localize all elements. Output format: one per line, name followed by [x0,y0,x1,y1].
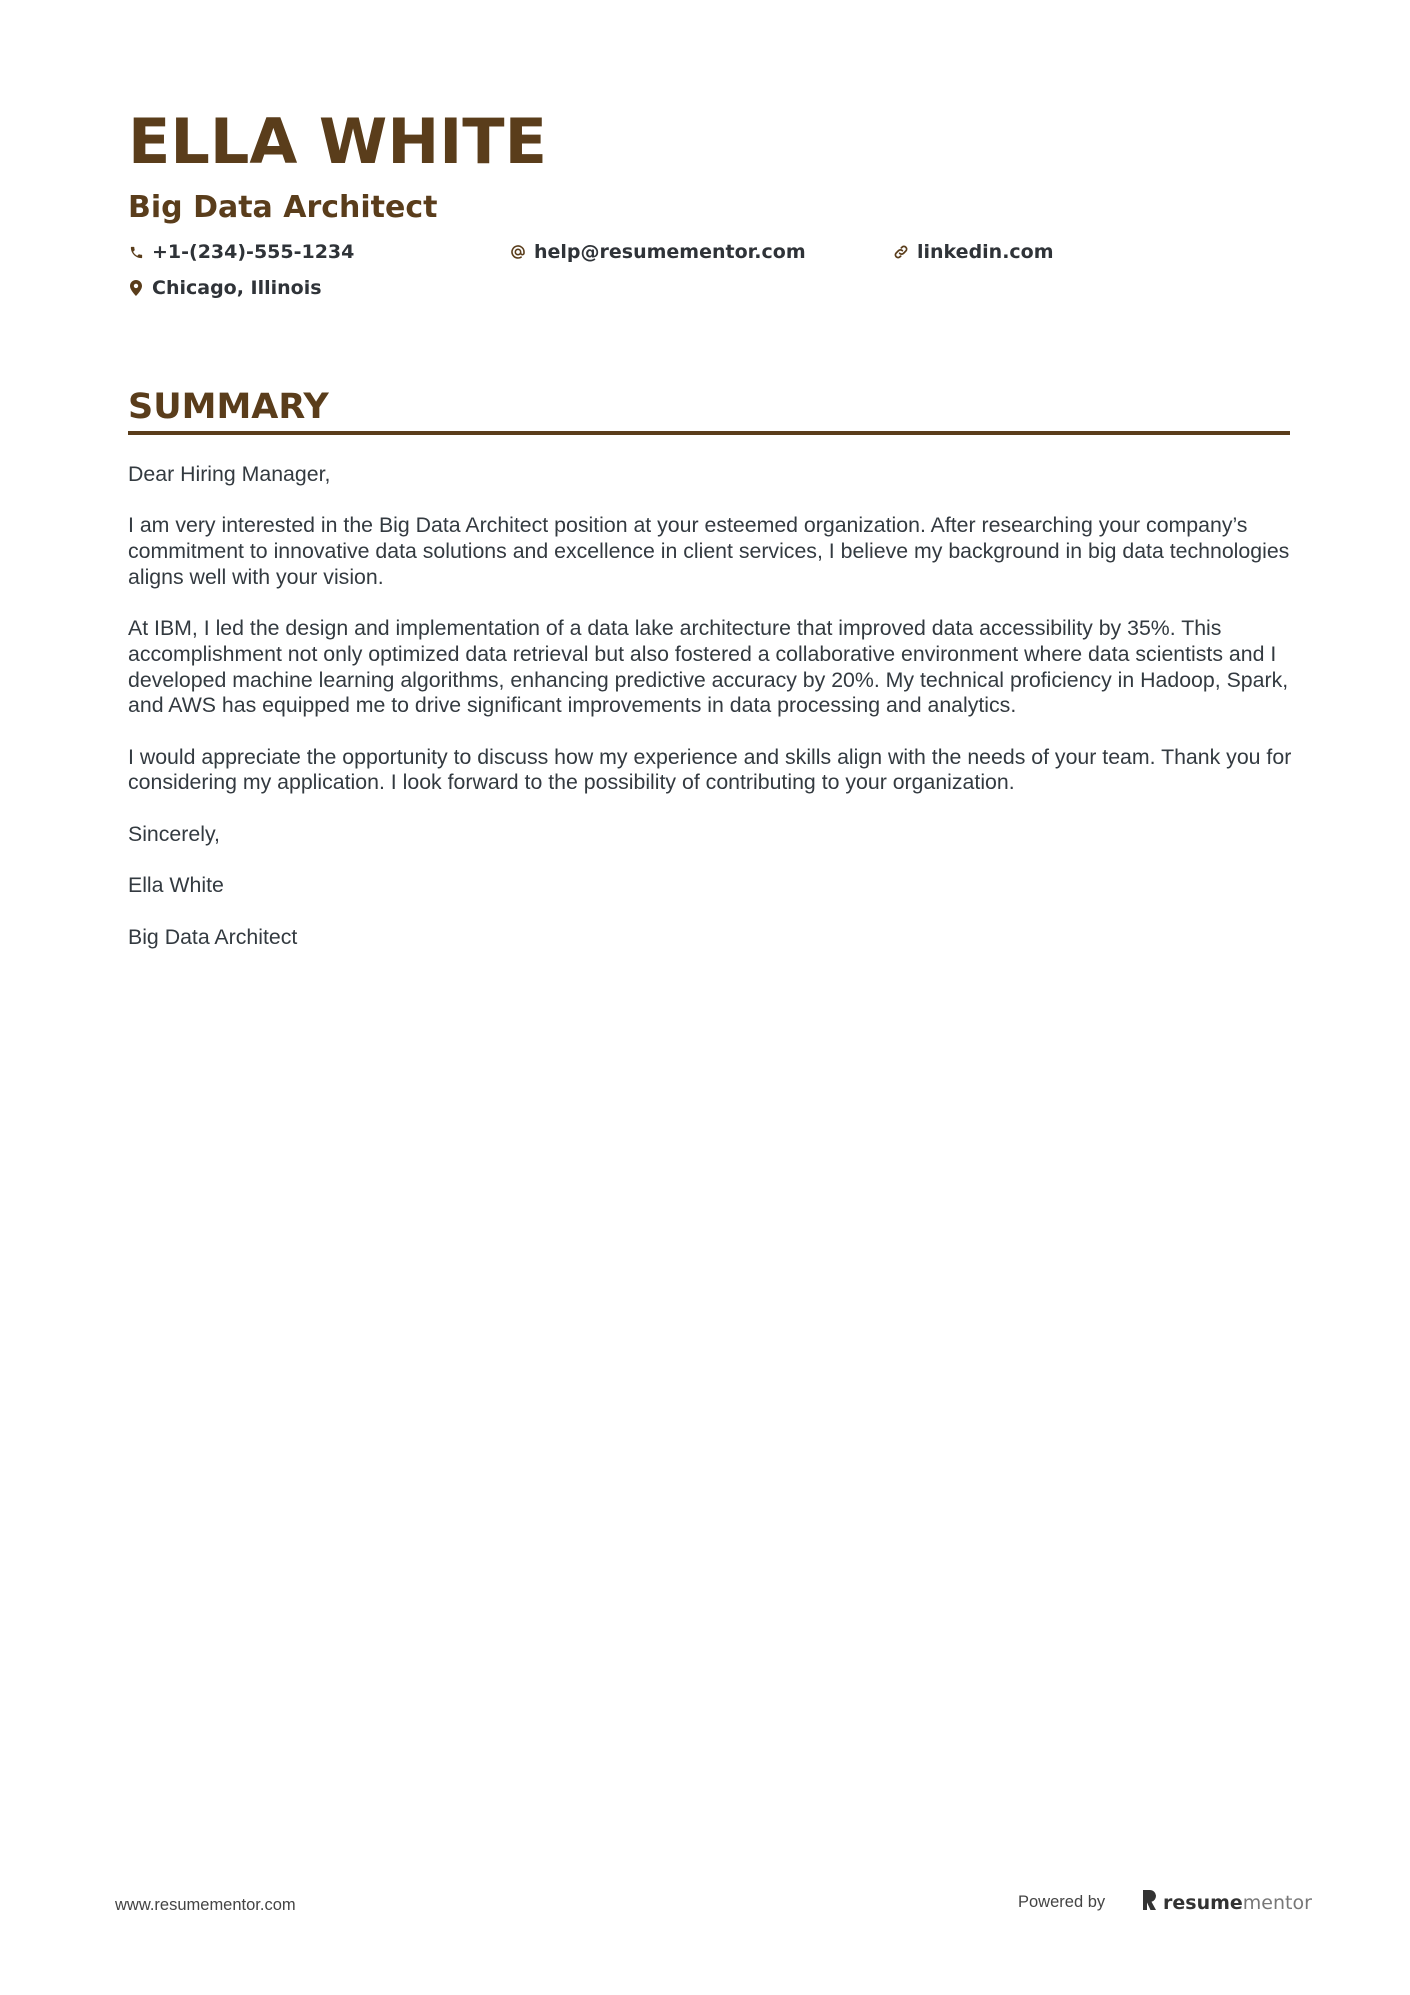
brand-logo[interactable] [1141,1890,1312,1915]
brand-part-1: resume [1163,1891,1243,1914]
candidate-name: ELLA WHITE [128,105,547,178]
location-text: Chicago, Illinois [152,277,322,299]
contact-website[interactable] [893,241,1054,263]
resumementor-logo-icon [1141,1890,1157,1915]
email-text[interactable]: help@resumementor.com [534,241,806,263]
letter-body [128,462,1293,976]
signature-name: Ella White [128,873,224,898]
section-divider [128,431,1290,435]
contact-email[interactable] [510,241,806,263]
job-title: Big Data Architect [128,190,438,225]
powered-by-label: Powered by [1018,1893,1106,1911]
footer-url[interactable]: www.resumementor.com [115,1896,296,1914]
phone-text: +1-(234)-555-1234 [152,241,355,263]
letter-paragraph-2: At IBM, I led the design and implementation of a data lake architecture that improved data accessibility by 35%. This accomplishment not only optimized data retrieval but also fostered a collaborative environment where data scientists and I developed machine learning algorithms, enhancing predictive accuracy by 20%. My technical proficiency in Hadoop, Spark, and AWS has equipped me to drive significant improvements in data processing and analytics. [128,616,1289,718]
closing: Sincerely, [128,821,220,846]
letter-paragraph-3: I would appreciate the opportunity to discuss how my experience and skills align with the needs of your team. Thank you for considering my application. I look forward to the possibility of contributing to your organization. [128,744,1292,795]
brand-part-2: mentor [1242,1891,1312,1914]
map-pin-icon [128,280,144,296]
summary-heading: SUMMARY [128,387,329,427]
signature-title: Big Data Architect [128,924,298,949]
contact-location [128,277,322,299]
salutation: Dear Hiring Manager, [128,462,331,486]
link-icon [893,244,909,260]
letter-paragraph-1: I am very interested in the Big Data Architect position at your esteemed organization. After researching your company’s commitment to innovative data solutions and excellence in client services, I believe my background in big data technologies aligns well with your vision. [128,513,1290,589]
at-icon [510,244,526,260]
website-text[interactable]: linkedin.com [917,241,1054,263]
contact-phone [128,241,354,263]
phone-icon [128,244,144,260]
